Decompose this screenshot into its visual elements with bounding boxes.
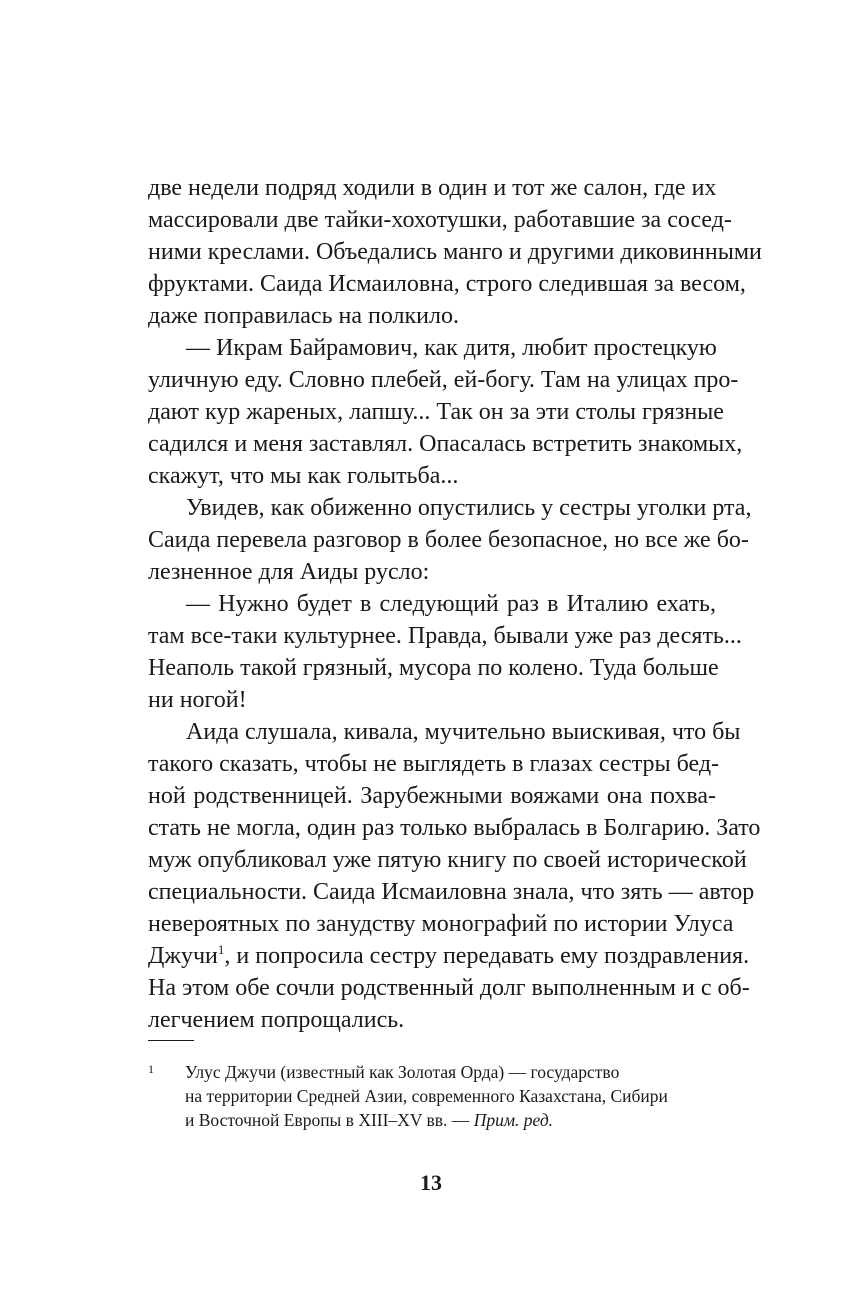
text-line: даже поправилась на полкило. xyxy=(148,303,460,329)
text-fragment: , и попросила сестру передавать ему поздравления. xyxy=(224,943,750,969)
text-line: ной родственницей. Зарубежными вояжами она похва- xyxy=(148,783,716,809)
text-line: — Нужно будет в следующий раз в Италию ехать, xyxy=(186,591,716,617)
text-line: Саида перевела разговор в более безопасное, но все же бо- xyxy=(148,527,749,553)
text-line: специальности. Саида Исмаиловна знала, что зять — автор xyxy=(148,879,755,905)
footnote xyxy=(148,1060,716,1132)
footnote-anchor-word: Джучи xyxy=(148,943,218,969)
footnote-text: и Восточной Европы в XIII–XV вв. — xyxy=(185,1110,474,1130)
footnote-number: 1 xyxy=(148,1062,154,1076)
footnote-marker[interactable]: 1 xyxy=(217,942,225,957)
text-line: уличную еду. Словно плебей, ей-богу. Там на улицах про- xyxy=(148,367,739,393)
text-line: дают кур жареных, лапшу... Так он за эти столы грязные xyxy=(148,399,724,425)
text-line: массировали две тайки-хохотушки, работавшие за сосед- xyxy=(148,207,732,233)
text-line: стать не могла, один раз только выбралась в Болгарию. Зато xyxy=(148,815,761,841)
text-line-with-footnote xyxy=(148,940,750,972)
text-line: Неаполь такой грязный, мусора по колено. Туда больше xyxy=(148,655,719,681)
text-line: фруктами. Саида Исмаиловна, строго следившая за весом, xyxy=(148,271,746,297)
footnote-line: на территории Средней Азии, современного Казахстана, Сибири xyxy=(185,1086,668,1106)
text-line: лезненное для Аиды русло: xyxy=(148,559,430,585)
text-line: Увидев, как обиженно опустились у сестры уголки рта, xyxy=(186,495,752,521)
text-line: там все-таки культурнее. Правда, бывали уже раз десять... xyxy=(148,623,742,649)
main-text xyxy=(148,172,762,1036)
editor-note: Прим. ред. xyxy=(473,1110,554,1130)
text-line: ни ногой! xyxy=(148,687,247,713)
footnote-divider xyxy=(148,1040,194,1041)
text-line: ними креслами. Объедались манго и другими диковинными xyxy=(148,239,762,265)
text-line: муж опубликовал уже пятую книгу по своей исторической xyxy=(148,847,747,873)
page-number: 13 xyxy=(420,1170,442,1195)
text-line: невероятных по занудству монографий по истории Улуса xyxy=(148,911,734,937)
footnote-line xyxy=(185,1108,716,1132)
text-line: садился и меня заставлял. Опасалась встретить знакомых, xyxy=(148,431,743,457)
text-line: такого сказать, чтобы не выглядеть в глазах сестры бед- xyxy=(148,751,720,777)
footnote-line: Улус Джучи (известный как Золотая Орда) — государство xyxy=(185,1062,620,1082)
text-line: На этом обе сочли родственный долг выполненным и с об- xyxy=(148,975,750,1001)
text-line: легчением попрощались. xyxy=(148,1007,405,1033)
text-line: — Икрам Байрамович, как дитя, любит простецкую xyxy=(186,335,717,361)
text-line: скажут, что мы как голытьба... xyxy=(148,463,459,489)
text-line: две недели подряд ходили в один и тот же салон, где их xyxy=(148,175,717,201)
text-line: Аида слушала, кивала, мучительно выискивая, что бы xyxy=(186,719,741,745)
